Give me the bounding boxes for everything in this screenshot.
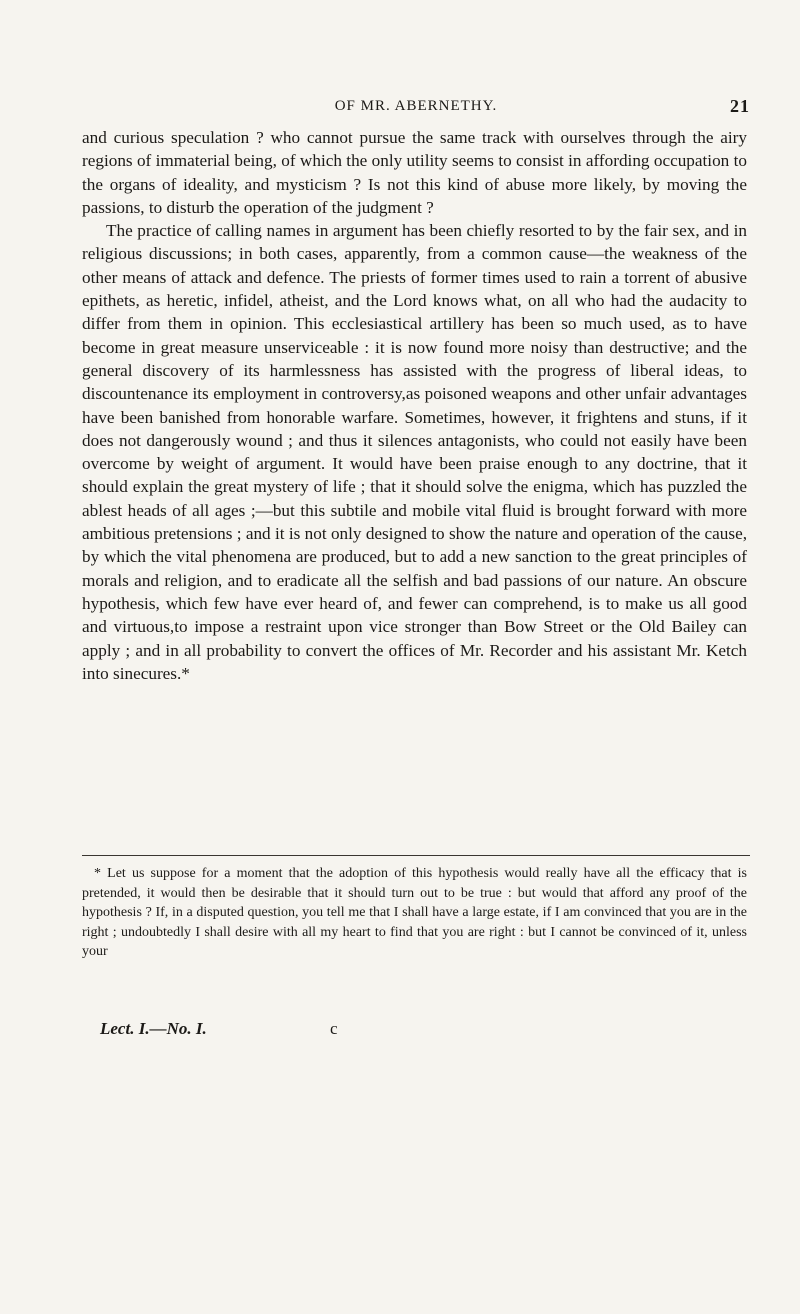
footnote-divider xyxy=(82,855,750,856)
body-text xyxy=(82,126,747,685)
signature-line xyxy=(100,1019,400,1039)
signature-text: Lect. I.—No. I. xyxy=(100,1019,207,1038)
footnote xyxy=(82,864,747,962)
page-number: 21 xyxy=(730,96,750,116)
paragraph: and curious speculation ? who cannot pursue the same track with ourselves through the airy regions of immaterial being, of which the only utility seems to consist in affording occupation to the organs of ideality, and mysticism ? Is not this kind of abuse more likely, by moving the passions, to disturb the operation of the judgment ? xyxy=(82,128,747,217)
paragraph: The practice of calling names in argument has been chiefly resorted to by the fair sex, and in religious discussions; in both cases, apparently, from a common cause—the weakness of the other means of attack and defence. The priests of former times used to rain a torrent of abusive epithets, as heretic, infidel, atheist, and the Lord knows what, on all who had the audacity to differ from them in opinion. This ecclesiastical artillery has been so much used, as to have become in great measure unserviceable : it is now found more noisy than destructive; and the general discovery of its harmlessness has assisted with the progress of liberal ideas, to discountenance its employment in controversy,as poisoned weapons and other unfair advantages have been banished from honorable warfare. Sometimes, however, it frightens and stuns, if it does not dangerously wound ; and thus it silences antagonists, who could not easily have been overcome by weight of argument. It would have been praise enough to any doctrine, that it should explain the great mystery of life ; that it should solve the enigma, which has puzzled the ablest heads of all ages ;—but this subtile and mobile vital fluid is brought forward with more ambitious pretensions ; and it is not only designed to show the nature and operation of the cause, by which the vital phenomena are produced, but to add a new sanction to the great principles of morals and religion, and to eradicate all the selfish and bad passions of our nature. An obscure hypothesis, which few have ever heard of, and fewer can comprehend, is to make us all good and virtuous,to impose a restraint upon vice stronger than Bow Street or the Old Bailey can apply ; and in all probability to convert the offices of Mr. Recorder and his assistant Mr. Ketch into sinecures.* xyxy=(82,221,747,683)
running-head xyxy=(82,98,750,120)
signature-mark: c xyxy=(330,1019,338,1038)
running-title: OF MR. ABERNETHY. xyxy=(334,98,498,114)
footnote-text: * Let us suppose for a moment that the adoption of this hypothesis would really have all the efficacy that is pretended, it would then be desirable that it should turn out to be true : but would that afford any proof of the hypothesis ? If, in a disputed question, you tell me that I shall have a large estate, if I am convinced that you are in the right ; undoubtedly I shall desire with all my heart to find that you are right : but I cannot be convinced of it, unless your xyxy=(82,866,747,960)
